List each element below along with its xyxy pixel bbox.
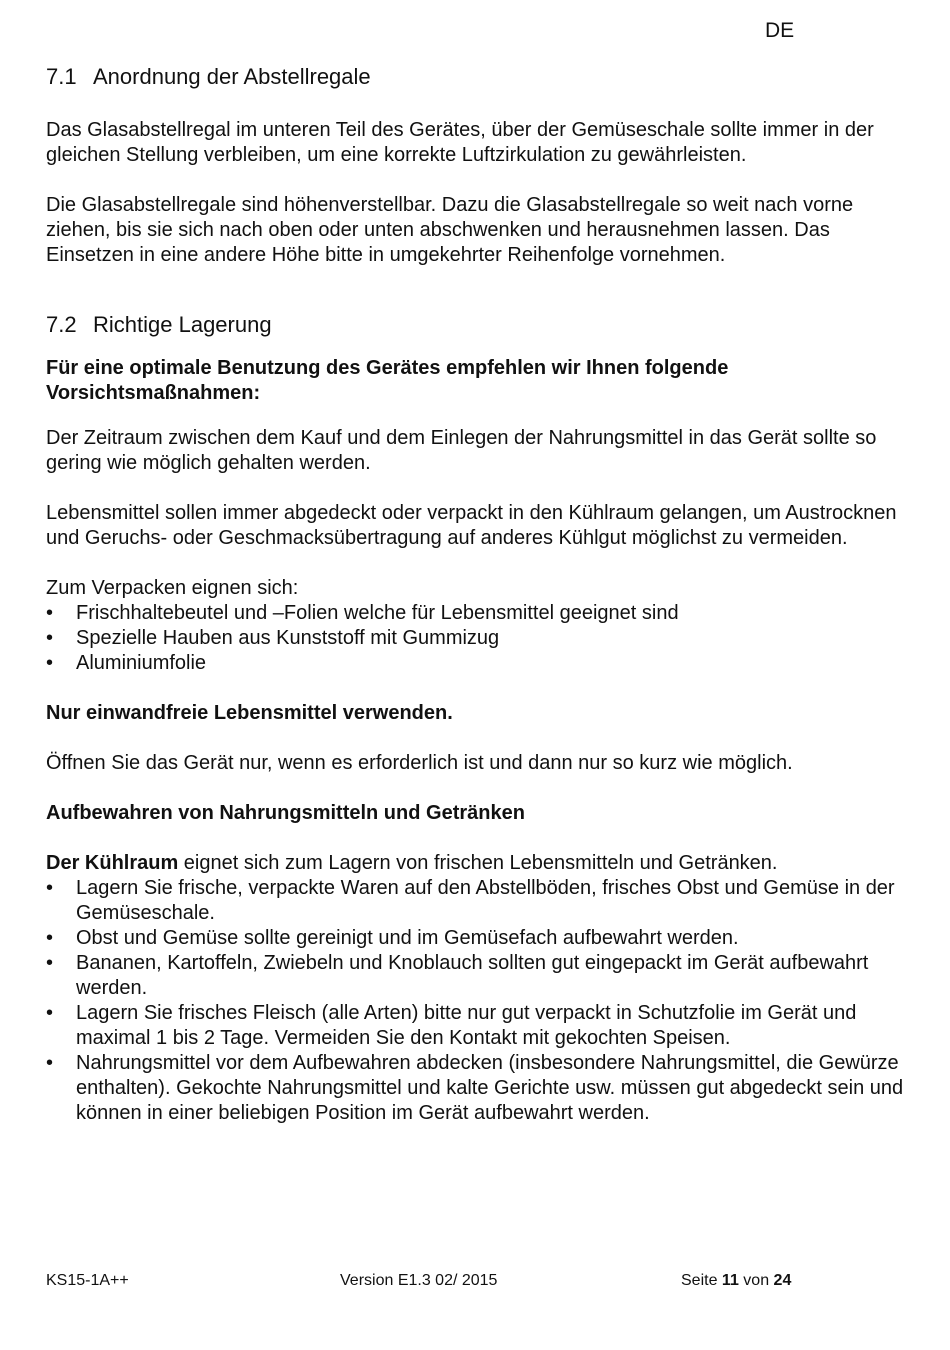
fridge-bold: Der Kühlraum [46,852,179,874]
paragraph: Das Glasabstellregal im unteren Teil des Gerätes, über der Gemüseschale sollte immer in der gleichen Stellung verbleiben, um eine korrekte Luftzirkulation zu gewährleisten. [46,119,874,166]
section-number: 7.1 [46,64,77,89]
section-title: Richtige Lagerung [93,312,272,337]
list-item: • Lagern Sie frische, verpackte Waren auf den Abstellböden, frisches Obst und Gemüse in der Gemüseschale. [46,877,895,924]
paragraph: Der Zeitraum zwischen dem Kauf und dem Einlegen der Nahrungsmittel in das Gerät sollte so gering wie möglich gehalten werden. [46,427,877,474]
list-item: • Bananen, Kartoffeln, Zwiebeln und Knoblauch sollten gut eingepackt im Gerät aufbewahrt werden. [46,952,869,999]
section-number: 7.2 [46,312,77,337]
fridge-intro [46,851,906,876]
bullet-icon: • [46,652,54,674]
warning-bold: Nur einwandfreie Lebensmittel verwenden. [46,702,453,724]
bullet-icon: • [46,927,54,949]
language-code: DE [765,19,795,42]
paragraph: Lebensmittel sollen immer abgedeckt oder verpackt in den Kühlraum gelangen, um Austrocknen und Geruchs- oder Geschmacksübertragung auf anderes Kühlgut möglichst zu vermeiden. [46,502,897,549]
bullet-icon: • [46,1052,54,1074]
paragraph: Öffnen Sie das Gerät nur, wenn es erforderlich ist und dann nur so kurz wie möglich. [46,752,793,774]
bullet-icon: • [46,877,54,899]
section-heading-7-2 [46,310,906,340]
bullet-icon: • [46,602,54,624]
model-number: KS15-1A++ [46,1272,129,1289]
storage-heading: Aufbewahren von Nahrungsmitteln und Getränken [46,802,525,824]
bullet-icon: • [46,1002,54,1024]
intro-bold: Für eine optimale Benutzung des Gerätes empfehlen wir Ihnen folgende Vorsichtsmaßnahmen: [46,357,729,404]
page-number: Seite 11 von 24 [681,1272,792,1289]
packing-list [46,601,906,676]
fridge-text: eignet sich zum Lagern von frischen Lebensmitteln und Getränken. [178,852,778,874]
bullet-icon: • [46,952,54,974]
page-content [46,62,906,1126]
list-item: • Spezielle Hauben aus Kunststoff mit Gummizug [46,627,500,649]
version-info: Version E1.3 02/ 2015 [340,1272,498,1289]
section-heading-7-1 [46,62,906,92]
list-item: • Nahrungsmittel vor dem Aufbewahren abdecken (insbesondere Nahrungsmittel, die Gewürze enthalten). Gekochte Nahrungsmittel und kalte Gerichte usw. müssen gut abgedeckt sein und können in einer beliebigen Position im Gerät aufbewahrt werden. [46,1052,904,1124]
list-item: • Frischhaltebeutel und –Folien welche für Lebensmittel geeignet sind [46,602,679,624]
list-item: • Lagern Sie frisches Fleisch (alle Arten) bitte nur gut verpackt in Schutzfolie im Gerät und maximal 1 bis 2 Tage. Vermeiden Sie den Kontakt mit gekochten Speisen. [46,1002,857,1049]
bullet-icon: • [46,627,54,649]
section-title: Anordnung der Abstellregale [93,64,371,89]
list-item: • Aluminiumfolie [46,652,207,674]
fridge-list [46,876,906,1126]
paragraph: Die Glasabstellregale sind höhenverstellbar. Dazu die Glasabstellregale so weit nach vorne ziehen, bis sie sich nach oben oder unten abschwenken und herausnehmen lassen. Das Einsetzen in eine andere Höhe bitte in umgekehrter Reihenfolge vornehmen. [46,194,854,266]
packing-intro: Zum Verpacken eignen sich: [46,577,299,599]
list-item: • Obst und Gemüse sollte gereinigt und im Gemüsefach aufbewahrt werden. [46,927,739,949]
